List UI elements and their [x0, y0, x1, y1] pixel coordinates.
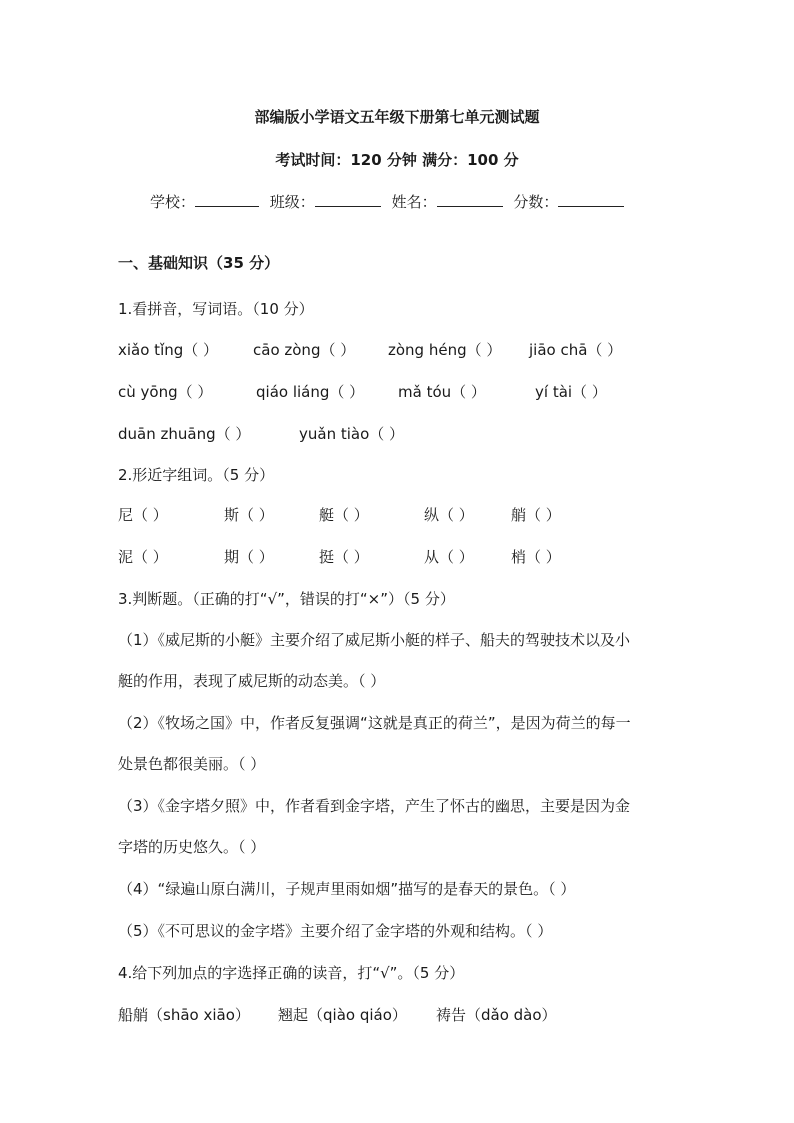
q3-line: （5）《不可思议的金字塔》主要介绍了金字塔的外观和结构。（ ）	[118, 922, 553, 940]
q4-item: 祷告（dǎo dào）	[436, 1006, 557, 1024]
q3-line: （3）《金字塔夕照》中，作者看到金字塔，产生了怀古的幽思，主要是因为金	[118, 797, 631, 815]
q3-line: （4）“绿遍山原白满川，子规声里雨如烟”描写的是春天的景色。（ ）	[118, 880, 576, 898]
q1-item: zòng héng（ ）	[388, 341, 502, 359]
q1-item: cāo zòng（ ）	[253, 341, 356, 359]
q1-item: duān zhuāng（ ）	[118, 425, 251, 443]
q2-item: 从（ ）	[424, 548, 474, 566]
q1-item: jiāo chā（ ）	[529, 341, 623, 359]
q3-line: （2）《牧场之国》中，作者反复强调“这就是真正的荷兰”，是因为荷兰的每一	[118, 714, 631, 732]
q2-item: 尼（ ）	[118, 506, 168, 524]
q3-line: （1）《威尼斯的小艇》主要介绍了威尼斯小艇的样子、船夫的驾驶技术以及小	[118, 631, 631, 649]
q4-item: 翘起（qiào qiáo）	[278, 1006, 407, 1024]
q2-item: 艄（ ）	[511, 506, 561, 524]
q3-line: 处景色都很美丽。（ ）	[118, 755, 266, 773]
score-blank[interactable]	[558, 192, 624, 207]
exam-title: 部编版小学语文五年级下册第七单元测试题	[254, 108, 540, 126]
score-label: 分数：	[513, 193, 559, 211]
q2-item: 泥（ ）	[118, 548, 168, 566]
q2-item: 艇（ ）	[319, 506, 369, 524]
q1-item: yí tài（ ）	[535, 383, 607, 401]
q2-item: 斯（ ）	[224, 506, 274, 524]
exam-info: 考试时间：120 分钟 满分：100 分	[275, 151, 519, 169]
q4-prompt: 4.给下列加点的字选择正确的读音，打“√”。（5 分）	[118, 964, 465, 982]
school-label: 学校：	[150, 193, 196, 211]
section1-heading: 一、基础知识（35 分）	[118, 254, 280, 272]
q3-prompt: 3.判断题。（正确的打“√”，错误的打“×”）（5 分）	[118, 590, 455, 608]
q2-item: 挺（ ）	[319, 548, 369, 566]
q3-line: 艇的作用，表现了威尼斯的动态美。（ ）	[118, 672, 386, 690]
q1-item: xiǎo tǐng（ ）	[118, 341, 219, 359]
q1-item: cù yōng（ ）	[118, 383, 213, 401]
q3-line: 字塔的历史悠久。（ ）	[118, 838, 266, 856]
q2-item: 纵（ ）	[424, 506, 474, 524]
class-label: 班级：	[269, 193, 315, 211]
q2-prompt: 2.形近字组词。（5 分）	[118, 466, 275, 484]
q1-prompt: 1.看拼音，写词语。（10 分）	[118, 300, 314, 318]
class-blank[interactable]	[315, 192, 381, 207]
student-info-row	[150, 192, 624, 212]
name-blank[interactable]	[437, 192, 503, 207]
q1-item: mǎ tóu（ ）	[398, 383, 486, 401]
q4-item: 船艄（shāo xiāo）	[118, 1006, 250, 1024]
q1-item: qiáo liáng（ ）	[256, 383, 365, 401]
school-blank[interactable]	[195, 192, 259, 207]
name-label: 姓名：	[391, 193, 437, 211]
q2-item: 梢（ ）	[511, 548, 561, 566]
q2-item: 期（ ）	[224, 548, 274, 566]
q1-item: yuǎn tiào（ ）	[299, 425, 405, 443]
